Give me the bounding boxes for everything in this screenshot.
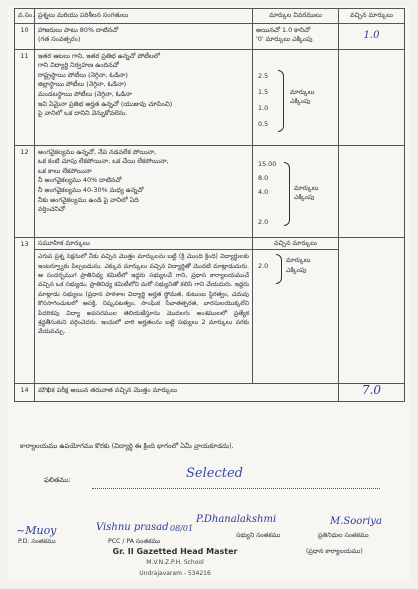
- brace-icon: [276, 254, 282, 284]
- section-title-right: వచ్చిన మార్కులు: [253, 238, 338, 251]
- table-row: [15, 23, 405, 49]
- question-line: ఒక కంటి చూపు లేకపోయినా, ఒక చేయి లేకపోయినా,: [38, 157, 169, 166]
- question-line: మండలస్థాయి పోటీలు (నెగ్గినా, ఓడినా: [38, 89, 132, 98]
- value-item: 2.0: [258, 262, 269, 271]
- question-line: అంగవైకల్యము ఉన్నచో, నేప నడవలేక పోయినా,: [38, 147, 157, 156]
- value-item: 1.5: [258, 87, 269, 96]
- row-detail: [253, 145, 339, 237]
- detail-label: [290, 88, 314, 107]
- question-line: పై వానిలో ఒక దానిని వెన్నుకోవలెను.: [38, 109, 128, 118]
- row-sno: 13: [15, 237, 35, 383]
- stamp-line: Undrajavaram - 534216: [139, 570, 211, 577]
- awarded-cell: [339, 145, 405, 237]
- row-sno: 10: [15, 23, 35, 49]
- awarded-value: 7.0: [361, 383, 382, 398]
- question-line: రాష్ట్రస్థాయి పోటీలు (నెగ్గినా, ఓడినా): [38, 70, 128, 79]
- table-row: [15, 49, 405, 145]
- stamp-line: M.V.N.Z.P.H. School: [146, 559, 204, 566]
- detail-label-line: ఎక్కింపు: [286, 265, 307, 274]
- question-line: ఇతర ఆటలు గాని, ఇతర ప్రతిభ ఉన్నచో పోటీలలో: [38, 51, 160, 60]
- awarded-cell: [339, 237, 405, 383]
- header-question: ప్రశ్నలు మరియు పరిశీలన సంగతులు: [35, 9, 253, 24]
- section-title: సమూహిక మార్కులు: [35, 238, 252, 251]
- row-detail: [253, 237, 339, 383]
- detail-line: అయినచో 1.0 కానిచో: [256, 25, 311, 34]
- header-sno: వ.సం.: [15, 9, 35, 24]
- marks-table: [14, 8, 405, 402]
- detail-label: [286, 256, 310, 275]
- table-row: [15, 145, 405, 237]
- question-line: (గత సంవత్సరం): [38, 35, 81, 44]
- row-sno: 12: [15, 145, 35, 237]
- result-value: Selected: [186, 466, 243, 481]
- stamp-line: Gr. II Gazetted Head Master: [112, 547, 238, 556]
- representative-signature-label: ప్రతినిధుల సంతకము: [318, 532, 369, 539]
- question-line: ఒక కాలు లేకపోయినా: [38, 166, 92, 175]
- detail-label-line: మార్కులు: [290, 87, 315, 96]
- brace-icon: [278, 70, 284, 132]
- signature-date: 08/01: [170, 524, 194, 533]
- result-label: ఫలితము:: [44, 476, 71, 484]
- section-paragraph: ఎగుప ప్రశ్న సెక్షనులో నీకు వచ్చిన మొత్తం మార్కులను బట్టి (క్రి మొంది క్రింది) విద్యార్థులకు ఇంటర్వ్యూకు పిల్చబడును. ఎక్కువ మార్కులు వచ్చిన విద్యార్థితో మొదటి మాట్లాడుదురు. ఆ సందర్భముగ ప్రాతినిధ్య కమిటీలో ఇద్దరు సభ్యులచే గాని, ప్రధాన కార్యాలయముచే వచ్చిన ఒక సభ్యుడు, ప్రాతినిధ్య కమిటీలోని మరో సభ్యునితో కలిసి గాని చేయదురు. ఇద్దరు మాట్లాడు సభ్యులు (ప్రధాన పాఠశాల విద్యార్థి అర్హత స్థోమత, కుటుంబ స్థిరత్వం, చదువు కొనసాగించుటలో ఆసక్తి, నిష్కపటత్వం, సాంఘిక సేవాతత్పరత, వారసులయొక్కలేని పేదరికపు విద్యా అవసరముల తెలియజేస్తూను మొదలగు అంశములలో ప్రత్యేక శ్రద్ధతీసుకుని వర్గించెదరు. ఇందులో వారి అర్హతలను బట్టి సభ్యులు 2 మార్కులు వరకు వేయవచ్చు.: [38, 253, 249, 336]
- table-row: [15, 237, 405, 383]
- brace-icon: [284, 162, 290, 226]
- value-item: 1.0: [258, 103, 269, 112]
- pd-signature-label: P.D. సంతకము: [18, 538, 56, 545]
- table-header-row: [15, 9, 405, 24]
- row-sno: 11: [15, 49, 35, 145]
- question-line: మౌఖిక పరీక్ష అయిన తరువాత వచ్చిన మొత్తం మార్కులు: [38, 385, 178, 394]
- value-item: 8.0: [258, 173, 269, 182]
- question-line: ఇవి ఏమైనా ప్రతిభ అర్హత ఉన్నచో (యుజువు చూపించి): [38, 99, 173, 108]
- question-line: జిల్లాస్థాయి పోటీలు (నెగ్గినా, ఓడినా): [38, 80, 127, 89]
- value-item: 2.5: [258, 71, 269, 80]
- value-item: 0.5: [258, 119, 269, 128]
- detail-label-line: మార్కులు: [294, 183, 319, 192]
- detail-label-line: ఎక్కింపు: [294, 193, 315, 202]
- awarded-cell: [339, 49, 405, 145]
- values-list: [258, 160, 276, 228]
- question-line: నీ అంగవైకల్యము 40-30% మధ్య ఉన్నచో: [38, 185, 144, 194]
- detail-label: [294, 184, 318, 203]
- header-marks-detail: మార్కుల వివరములు: [253, 9, 339, 24]
- pd-signature: ~Muoy: [16, 524, 57, 537]
- row-sno: 14: [15, 383, 35, 401]
- representative-signature: M.Sooriya: [330, 516, 382, 527]
- header-marks-awarded: వచ్చిన మార్కులు: [339, 9, 405, 24]
- question-line: హాజరులు పాటు 80% దాటినచో: [38, 25, 119, 34]
- row-question: [35, 383, 339, 401]
- pcc-signature-label: PCC / PA సంతకము: [108, 538, 161, 545]
- value-item: 2.0: [258, 217, 269, 226]
- row-question: [35, 49, 253, 145]
- head-master-stamp: [100, 546, 250, 579]
- question-line: నీకు అంగవైకల్యము ఉండి పై వానిలో ఏది: [38, 195, 139, 204]
- member-signature: P.Dhanalakshmi: [196, 514, 277, 525]
- office-label: (ప్రధాన కార్యాలయము): [306, 548, 363, 555]
- value-item: 15.00: [258, 159, 277, 168]
- question-line: నీ అంగవైకల్యము 40% దాటినచో: [38, 176, 122, 185]
- pcc-signature: Vishnu prasad: [96, 522, 169, 533]
- row-question: [35, 237, 253, 383]
- row-question: [35, 23, 253, 49]
- row-detail: [253, 23, 339, 49]
- question-line: వర్తించనిచో: [38, 205, 66, 214]
- value-item: 4.0: [258, 187, 269, 196]
- member-signature-label: సభ్యుని సంతకము: [236, 532, 281, 539]
- awarded-cell: [339, 383, 405, 401]
- row-detail: [253, 49, 339, 145]
- row-question: [35, 145, 253, 237]
- detail-line: '0' మార్కులు ఎక్కింపు: [256, 35, 313, 44]
- question-line: గాని విద్యార్థి నిర్వహణ ఉందినచో: [38, 61, 119, 70]
- values-list: [258, 68, 268, 132]
- table-row: [15, 383, 405, 401]
- detail-label-line: మార్కులు: [286, 256, 311, 265]
- awarded-cell: [339, 23, 405, 49]
- office-use-note: కార్యాలయము ఉపయోగము కొరకు (విద్యార్థి ఈ క్రింది భాగంలో ఏమీ వ్రాయకూడదు).: [20, 442, 234, 450]
- detail-label-line: ఎక్కింపు: [290, 97, 311, 106]
- awarded-value: 1.0: [363, 29, 380, 41]
